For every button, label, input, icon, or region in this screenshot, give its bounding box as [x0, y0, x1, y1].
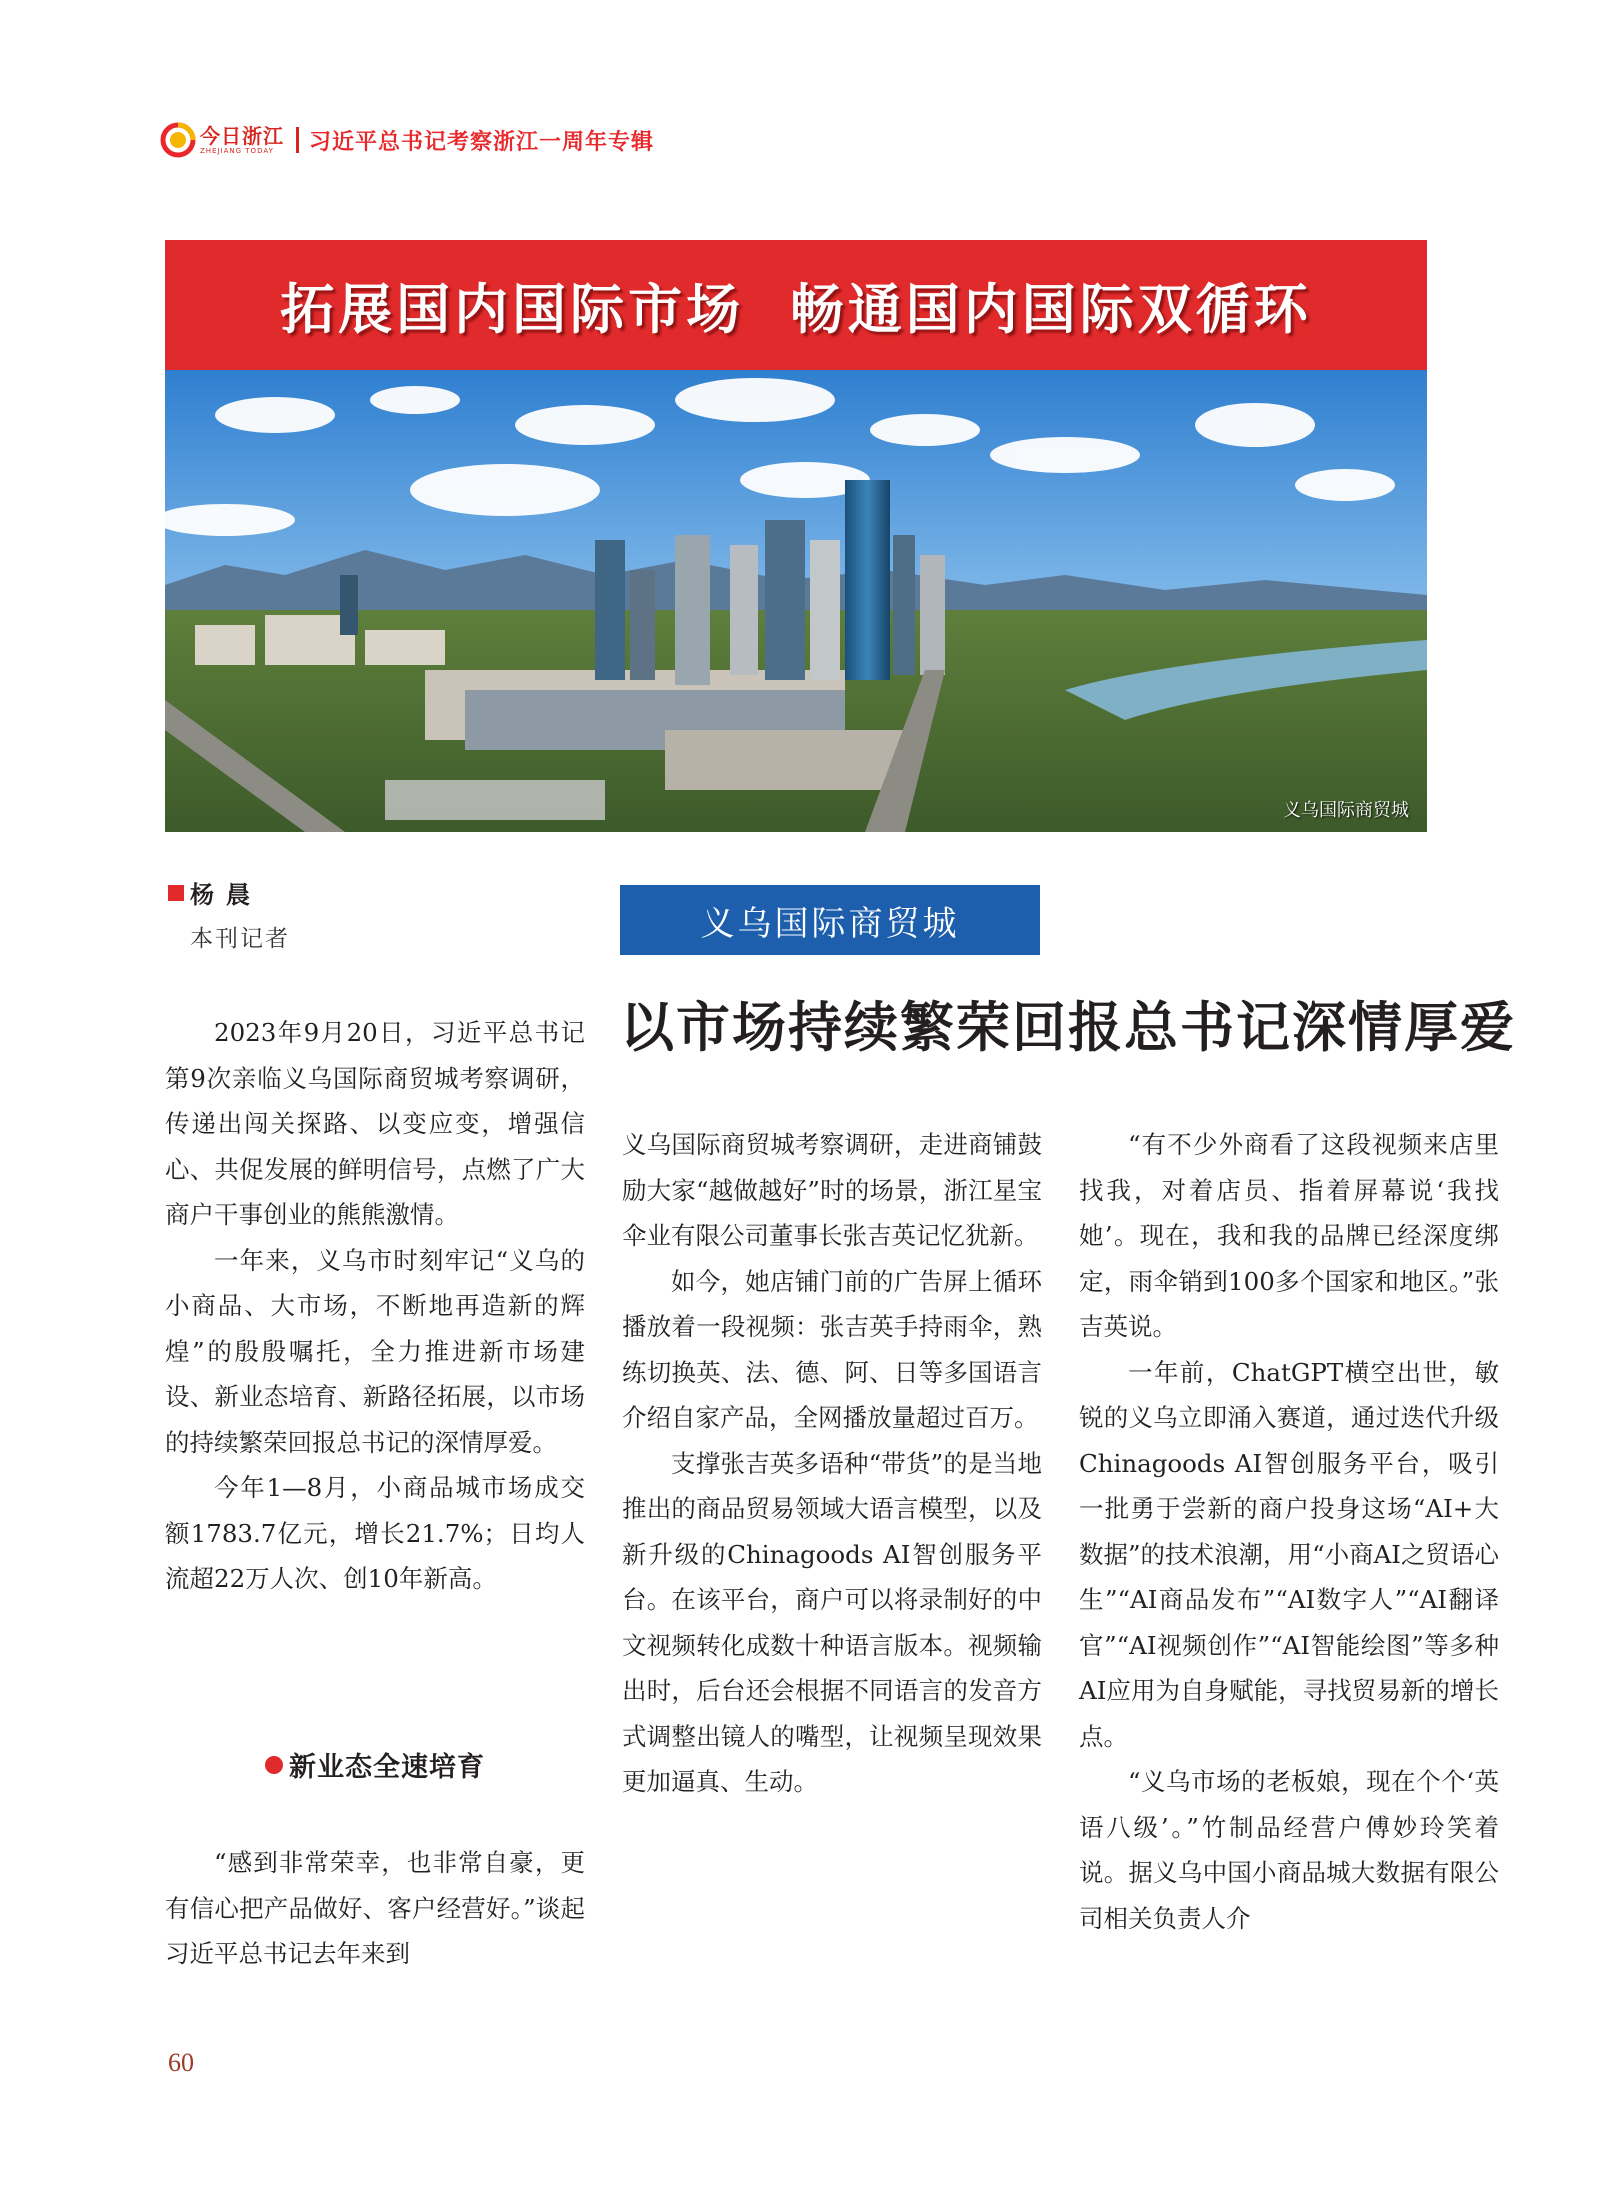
paragraph: 义乌国际商贸城考察调研，走进商铺鼓励大家“越做越好”时的场景，浙江星宝伞业有限公司董事长张吉英记忆犹新。: [622, 1130, 1042, 1250]
author-line: [168, 875, 262, 910]
author-name: 杨晨: [190, 881, 262, 909]
logo-chinese-text: 今日浙江: [200, 123, 284, 148]
photo-caption: 义乌国际商贸城: [1283, 800, 1409, 821]
author-role: 本刊记者: [190, 926, 290, 952]
column-3: [1079, 1122, 1499, 1941]
section-label-text: 义乌国际商贸城: [700, 903, 960, 944]
special-issue-title: 习近平总书记考察浙江一周年专辑: [309, 129, 655, 155]
paragraph: 如今，她店铺门前的广告屏上循环播放着一段视频：张吉英手持雨伞，熟练切换英、法、德、阿、日等多国语言介绍自家产品，全网播放量超过百万。: [622, 1266, 1042, 1432]
header: [160, 120, 654, 160]
paragraph: 一年来，义乌市时刻牢记“义乌的小商品、大市场，不断地再造新的辉煌”的殷殷嘱托，全力推进新市场建设、新业态培育、新路径拓展，以市场的持续繁荣回报总书记的深情厚爱。: [165, 1245, 585, 1457]
logo-swirl-icon: [160, 122, 196, 158]
paragraph: “有不少外商看了这段视频来店里找我，对着店员、指着屏幕说‘我找她’。现在，我和我的品牌已经深度绑定，雨伞销到100多个国家和地区。”张吉英说。: [1079, 1130, 1499, 1341]
column-1-bottom: [165, 1840, 585, 1977]
paragraph: 2023年9月20日，习近平总书记第9次亲临义乌国际商贸城考察调研，传递出闯关探路、以变应变，增强信心、共促发展的鲜明信号，点燃了广大商户干事创业的熊熊激情。: [165, 1018, 585, 1229]
magazine-logo: [160, 122, 284, 158]
paragraph: “感到非常荣幸，也非常自豪，更有信心把产品做好、客户经营好。”谈起习近平总书记去年来到: [165, 1848, 585, 1968]
yiwu-skyline-illustration: [165, 370, 1427, 832]
page-number: 60: [168, 2048, 194, 2077]
logo-english-text: ZHEJIANG TODAY: [200, 146, 274, 155]
banner: [165, 240, 1427, 370]
banner-title: 拓展国内国际市场 畅通国内国际双循环: [280, 277, 1312, 341]
section-label: [620, 885, 1040, 955]
city-photo: [165, 370, 1427, 832]
paragraph: 今年1—8月，小商品城市场成交额1783.7亿元，增长21.7%；日均人流超22万人次、创10年新高。: [165, 1473, 585, 1593]
bullet-dot-icon: [265, 1756, 283, 1774]
subheading: [165, 1745, 585, 1784]
subheading-text: 新业态全速培育: [289, 1752, 485, 1783]
paragraph: 一年前，ChatGPT横空出世，敏锐的义乌立即涌入赛道，通过迭代升级Chinagoods AI智创服务平台，吸引一批勇于尝新的商户投身这场“AI+大数据”的技术浪潮，用“小商AI之贸语心生”“AI商品发布”“AI数字人”“AI翻译官”“AI视频创作”“AI智能绘图”等多种AI应用为自身赋能，寻找贸易新的增长点。: [1079, 1357, 1499, 1751]
author-marker-icon: [168, 885, 184, 901]
column-1-top: [165, 1010, 585, 1602]
paragraph: “义乌市场的老板娘，现在个个‘英语八级’。”竹制品经营户傅妙玲笑着说。据义乌中国小商品城大数据有限公司相关负责人介: [1079, 1767, 1499, 1933]
article-headline: 以市场持续繁荣回报总书记深情厚爱: [620, 995, 1516, 1059]
paragraph: 支撑张吉英多语种“带货”的是当地推出的商品贸易领域大语言模型，以及新升级的Chinagoods AI智创服务平台。在该平台，商户可以将录制好的中文视频转化成数十种语言版本。视频输出时，后台还会根据不同语言的发音方式调整出镜人的嘴型，让视频呈现效果更加逼真、生动。: [622, 1448, 1042, 1796]
column-2: [622, 1122, 1042, 1805]
header-divider: [296, 127, 299, 153]
